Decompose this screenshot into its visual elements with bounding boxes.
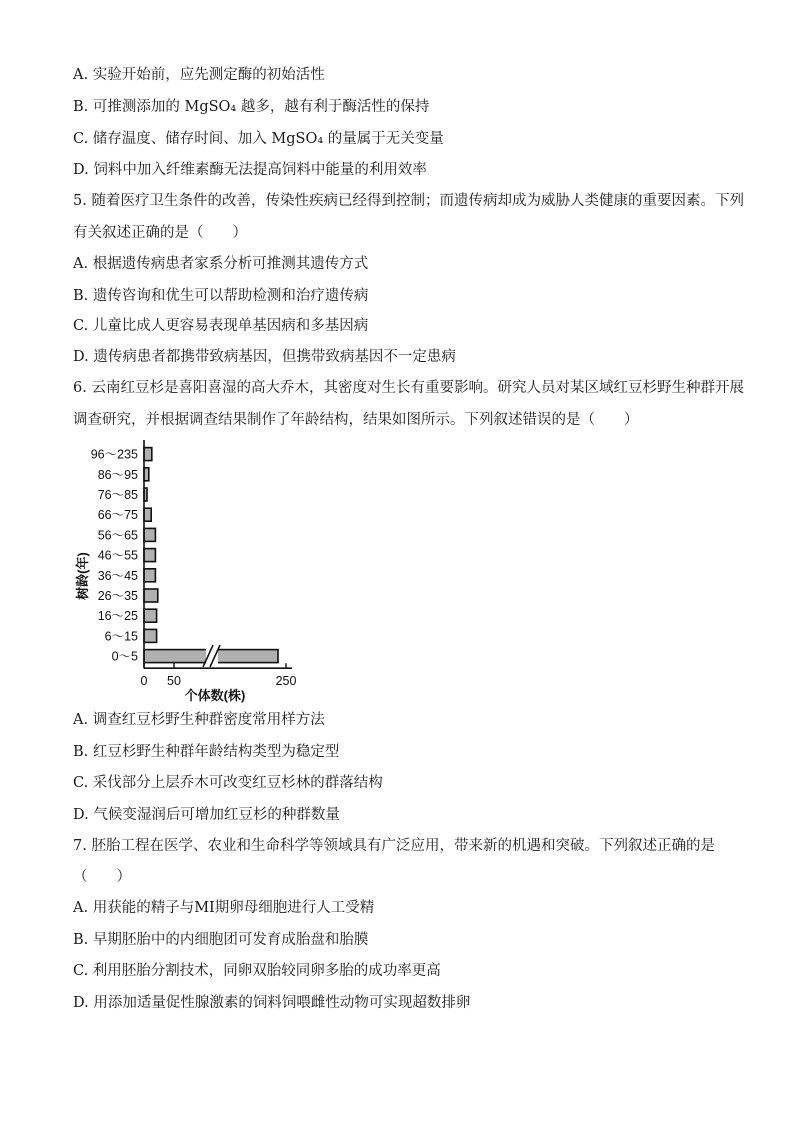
y-axis-label: 树龄(年) [75, 552, 90, 600]
q4-option-a: A. 实验开始前，应先测定酶的初始活性 [73, 67, 325, 83]
category-label-3: 66～75 [97, 508, 138, 523]
q7-option-d: D. 用添加适量促性腺激素的饲料饲喂雌性动物可实现超数排卵 [73, 995, 471, 1011]
q6-option-c: C. 采伐部分上层乔木可改变红豆杉林的群落结构 [73, 775, 383, 791]
x-tick-label-2: 250 [275, 674, 297, 689]
age-structure-chart [70, 436, 310, 704]
category-label-4: 56～65 [97, 528, 138, 543]
category-label-2: 76～85 [97, 488, 138, 502]
category-label-1: 86～95 [97, 467, 138, 482]
q7-stem-line-1: 7. 胚胎工程在医学、农业和生命科学等领域具有广泛应用，带来新的机遇和突破。下列叙述正确的是 [73, 838, 715, 854]
bar-0 [144, 448, 152, 461]
q5-option-a: A. 根据遗传病患者家系分析可推测其遗传方式 [73, 256, 369, 272]
q4-option-c: C. 储存温度、储存时间、加入 MgSO₄ 的量属于无关变量 [73, 131, 444, 147]
x-axis-label: 个体数(株) [184, 688, 246, 703]
category-label-5: 46～55 [97, 548, 138, 563]
q6-stem-line-2: 调查研究，并根据调查结果制作了年龄结构，结果如图所示。下列叙述错误的是（ ） [73, 412, 639, 428]
category-label-7: 26～35 [97, 589, 138, 603]
q6-stem-line-1: 6. 云南红豆杉是喜阳喜湿的高大乔木，其密度对生长有重要影响。研究人员对某区域红豆杉野生种群开展 [73, 380, 744, 396]
bar-5 [144, 549, 155, 562]
chart-bars [144, 448, 278, 663]
category-label-9: 6～15 [104, 629, 138, 644]
bar-9 [144, 629, 157, 642]
category-label-10: 0～5 [111, 649, 138, 664]
x-tick-label-1: 50 [167, 674, 181, 689]
category-label-8: 16～25 [97, 609, 138, 624]
q5-option-b: B. 遗传咨询和优生可以帮助检测和治疗遗传病 [73, 288, 369, 304]
q6-option-d: D. 气候变湿润后可增加红豆杉的种群数量 [73, 807, 340, 823]
x-tick-label-0: 0 [140, 674, 148, 689]
bar-4 [144, 528, 155, 541]
chart-category-labels [91, 448, 138, 664]
bar-6 [144, 569, 155, 582]
q5-option-c: C. 儿童比成人更容易表现单基因病和多基因病 [73, 318, 369, 334]
category-label-6: 36～45 [97, 568, 138, 583]
bar-3 [144, 508, 151, 521]
x-axis-ticks [141, 663, 297, 688]
q6-option-b: B. 红豆杉野生种群年龄结构类型为稳定型 [73, 744, 340, 760]
q7-option-a: A. 用获能的精子与MI期卵母细胞进行人工受精 [73, 900, 375, 916]
q4-option-b: B. 可推测添加的 MgSO₄ 越多，越有利于酶活性的保持 [73, 99, 430, 115]
q4-option-d: D. 饲料中加入纤维素酶无法提高饲料中能量的利用效率 [73, 162, 427, 178]
q7-stem-line-2: （ ） [73, 869, 131, 885]
bar-8 [144, 609, 157, 622]
q7-option-c: C. 利用胚胎分割技术，同卵双胎较同卵多胎的成功率更高 [73, 963, 441, 979]
bar-7 [144, 589, 158, 602]
q7-option-b: B. 早期胚胎中的内细胞团可发育成胎盘和胎膜 [73, 932, 369, 948]
q6-option-a: A. 调查红豆杉野生种群密度常用样方法 [73, 712, 325, 728]
category-label-0: 96～235 [90, 447, 138, 462]
q5-stem-line-2: 有关叙述正确的是（ ） [73, 225, 247, 241]
q5-option-d: D. 遗传病患者都携带致病基因，但携带致病基因不一定患病 [73, 349, 456, 365]
q5-stem-line-1: 5. 随着医疗卫生条件的改善，传染性疾病已经得到控制；而遗传病却成为威胁人类健康的重要因素。下列 [73, 193, 744, 209]
